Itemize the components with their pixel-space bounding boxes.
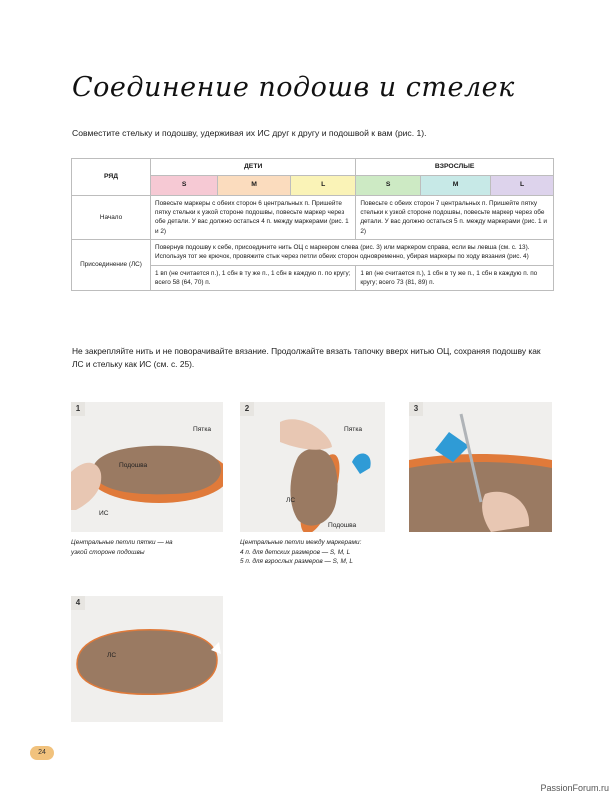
sole-shape xyxy=(290,449,337,526)
size-kids-l: L xyxy=(291,175,356,195)
watermark: PassionForum.ru xyxy=(540,783,609,793)
figure-1-caption xyxy=(71,538,173,557)
instruction-paragraph: Не закрепляйте нить и не поворачивайте вязание. Продолжайте вязать тапочку вверх нитью ОЦ, сохраняя подошву как ЛС и стельку как ИС (см. с. 25). xyxy=(72,346,541,370)
sole-shape xyxy=(93,446,221,495)
hand-shape xyxy=(280,419,332,449)
row-join-adults: 1 вп (не считается п.), 1 сбн в ту же п., 1 сбн в каждую п. по кругу; всего 73 (81, 89) п. xyxy=(356,265,554,291)
kids-header: ДЕТИ xyxy=(151,159,356,176)
marker-shape xyxy=(352,453,371,474)
figure-2-photo xyxy=(240,402,385,532)
label-sole: Подошва xyxy=(328,522,357,529)
adults-header: ВЗРОСЛЫЕ xyxy=(356,159,554,176)
size-adults-m: M xyxy=(421,175,491,195)
caption-line: 4 п. для детских размеров — S, M, L xyxy=(240,548,351,556)
caption-line: Центральные петли между маркерами: xyxy=(240,539,362,546)
figure-3-number: 3 xyxy=(409,402,423,416)
hand-shape xyxy=(71,463,101,510)
figure-1-photo xyxy=(71,402,223,532)
size-kids-s: S xyxy=(151,175,218,195)
sole-illustration xyxy=(240,402,385,532)
label-rs: ЛС xyxy=(286,497,296,504)
crochet-illustration xyxy=(409,402,552,532)
figure-3-photo xyxy=(409,402,552,532)
caption-line: 5 п. для взрослых размеров — S, M, L xyxy=(240,558,353,566)
size-kids-m: M xyxy=(218,175,291,195)
caption-line: Центральные петли пятки — на xyxy=(71,539,173,546)
page-number: 24 xyxy=(30,746,54,760)
caption-line: узкой стороне подошвы xyxy=(71,548,145,556)
label-sole: Подошва xyxy=(119,462,148,469)
sole-shape xyxy=(77,630,217,694)
label-heel: Пятка xyxy=(344,426,363,433)
row-start-adults: Повесьте с обеих сторон 7 центральных п. Пришейте пятку стельки к узкой стороне подошвы, повесьте маркер через обе детали. У вас должно остаться 5 п. между маркерами (рис. 1 и 2) xyxy=(356,195,554,239)
row-start-kids: Повесьте маркеры с обеих сторон 6 центральных п. Пришейте пятку стельки к узкой стороне подошвы, повесьте маркер через обе детали. У вас должно остаться 4 п. между маркерами (рис. 1 и 2) xyxy=(151,195,356,239)
page-title: Соединение подошв и стелек xyxy=(72,72,515,103)
label-rs: ЛС xyxy=(107,652,117,659)
row-start-label: Начало xyxy=(72,195,151,239)
figure-4-photo xyxy=(71,596,223,722)
row-join-label: Присоединение (ЛС) xyxy=(72,239,151,290)
label-heel: Пятка xyxy=(193,426,212,433)
sole-illustration xyxy=(71,596,223,722)
figure-4-number: 4 xyxy=(71,596,85,610)
label-ws: ИС xyxy=(99,510,109,517)
size-adults-l: L xyxy=(491,175,554,195)
row-common: Повернув подошву к себе, присоедините нить ОЦ с маркером слева (рис. 3) или маркером справа, если вы левша (см. с. 13). Используя тот же крючок, провяжите стык через петли обеих сторон одновременно, убирая маркеры по ходу вязания (рис. 4) xyxy=(151,239,554,265)
figure-1-number: 1 xyxy=(71,402,85,416)
figure-2-number: 2 xyxy=(240,402,254,416)
pattern-table xyxy=(71,158,554,291)
row-header: РЯД xyxy=(72,159,151,196)
size-adults-s: S xyxy=(356,175,421,195)
row-join-kids: 1 вп (не считается п.), 1 сбн в ту же п., 1 сбн в каждую п. по кругу; всего 58 (64, 70) п. xyxy=(151,265,356,291)
intro-text: Совместите стельку и подошву, удерживая их ИС друг к другу и подошвой к вам (рис. 1). xyxy=(72,128,427,138)
figure-2-caption xyxy=(240,538,361,567)
